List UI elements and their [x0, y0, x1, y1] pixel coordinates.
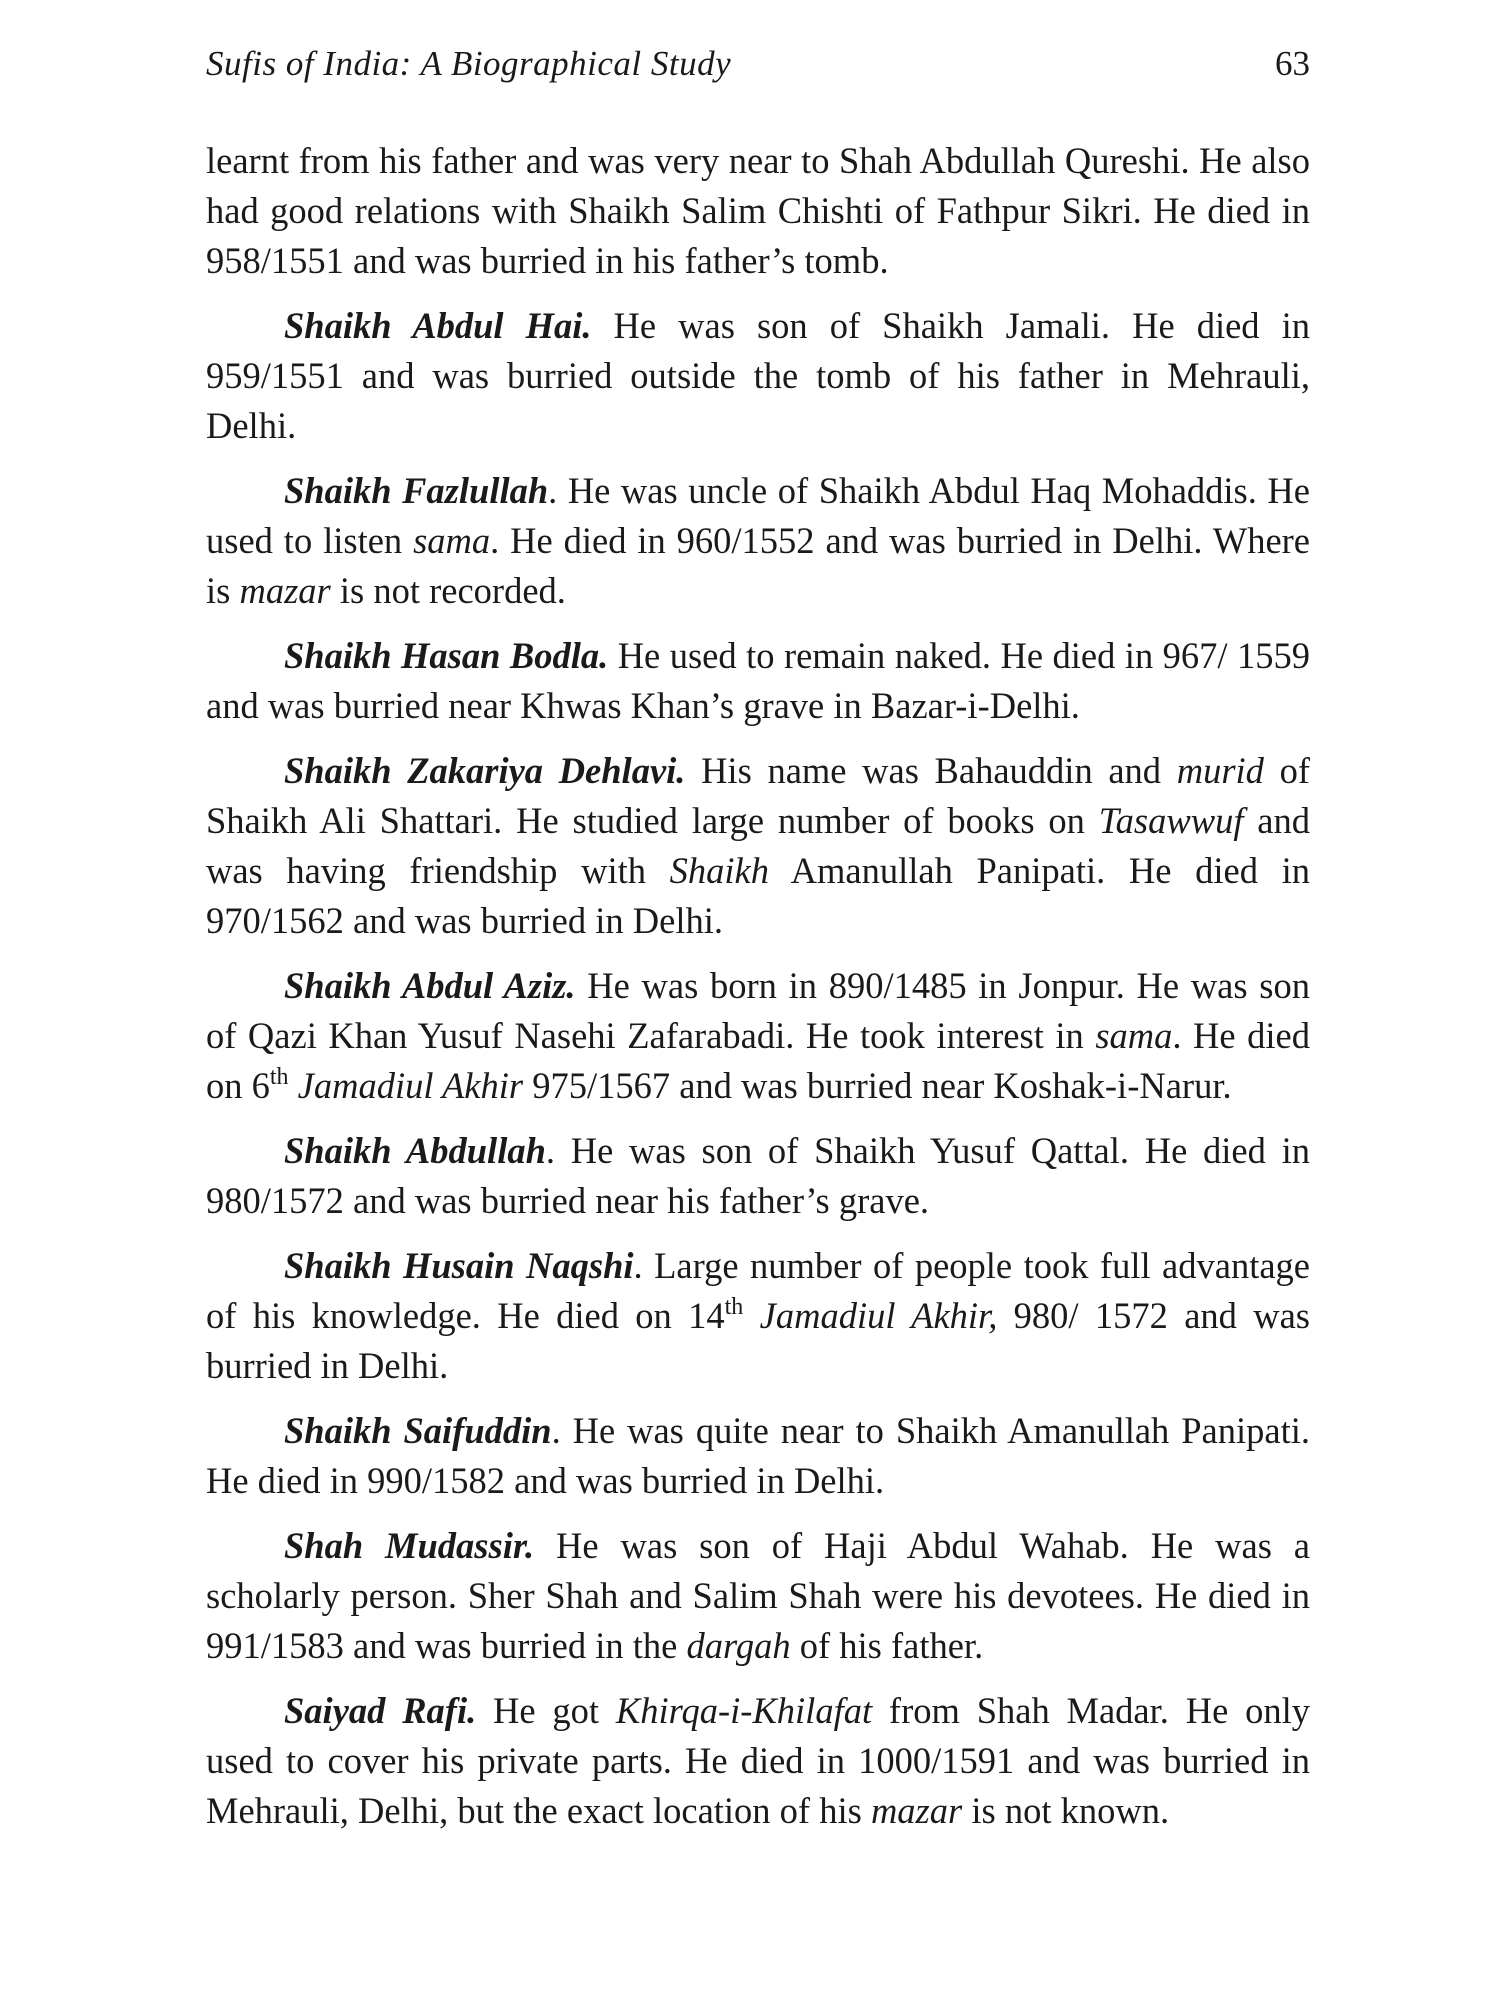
entry-saiyad-rafi: Saiyad Rafi. He got Khirqa-i-Khilafat from Shah Madar. He only used to cover his private parts. He died in 1000/1591 and was burried in Mehrauli, Delhi, but the exact location of his mazar is not known.: [206, 1690, 1310, 1831]
entry-zakariya-dehlavi: Shaikh Zakariya Dehlavi. His name was Bahauddin and murid of Shaikh Ali Shattari. He studied large number of books on Tasawwuf and was having friendship with Shaikh Amanullah Panipati. He died in 970/1562 and was burried in Delhi.: [206, 750, 1311, 941]
entry-abdul-hai: Shaikh Abdul Hai. He was son of Shaikh Jamali. He died in 959/1551 and was burried outside the tomb of his father in Mehrauli, Delhi.: [206, 305, 1310, 446]
entry-name: Saiyad Rafi.: [284, 1690, 477, 1731]
entry-saifuddin: Shaikh Saifuddin. He was quite near to Shaikh Amanullah Panipati. He died in 990/1582 and was burried in Delhi.: [206, 1410, 1310, 1501]
running-header: [206, 36, 1310, 96]
entry-name: Shaikh Hasan Bodla.: [284, 635, 609, 676]
paragraph-continuation: learnt from his father and was very near to Shah Abdullah Qureshi. He also had good relations with Shaikh Salim Chishti of Fathpur Sikri. He died in 958/1551 and was burried in his father’s tomb.: [206, 140, 1310, 281]
entry-name: Shaikh Abdul Hai.: [284, 305, 592, 346]
body-text: [206, 136, 1310, 1851]
entry-name: Shaikh Abdul Aziz.: [284, 965, 576, 1006]
entry-hasan-bodla: Shaikh Hasan Bodla. He used to remain naked. He died in 967/ 1559 and was burried near Khwas Khan’s grave in Bazar-i-Delhi.: [206, 635, 1311, 726]
entry-name: Shaikh Husain Naqshi: [284, 1245, 634, 1286]
entry-name: Shah Mudassir.: [284, 1525, 535, 1566]
entry-name: Shaikh Abdullah: [284, 1130, 546, 1171]
running-title: Sufis of India: A Biographical Study: [206, 44, 732, 83]
entry-shah-mudassir: Shah Mudassir. He was son of Haji Abdul Wahab. He was a scholarly person. Sher Shah and Salim Shah were his devotees. He died in 991/1583 and was burried in the dargah of his father.: [206, 1525, 1310, 1666]
entry-husain-naqshi: Shaikh Husain Naqshi. Large number of people took full advantage of his knowledge. He died on 14th Jamadiul Akhir, 980/ 1572 and was burried in Delhi.: [206, 1245, 1310, 1386]
page-number: 63: [1275, 44, 1310, 83]
entry-abdullah: Shaikh Abdullah. He was son of Shaikh Yusuf Qattal. He died in 980/1572 and was burried near his father’s grave.: [206, 1130, 1310, 1221]
entry-name: Shaikh Fazlullah: [284, 470, 549, 511]
entry-abdul-aziz: Shaikh Abdul Aziz. He was born in 890/1485 in Jonpur. He was son of Qazi Khan Yusuf Nasehi Zafarabadi. He took interest in sama. He died on 6th Jamadiul Akhir 975/1567 and was burried near Koshak-i-Narur.: [206, 965, 1310, 1106]
entry-name: Shaikh Zakariya Dehlavi.: [284, 750, 686, 791]
entry-fazlullah: Shaikh Fazlullah. He was uncle of Shaikh Abdul Haq Mohaddis. He used to listen sama. He died in 960/1552 and was burried in Delhi. Where is mazar is not recorded.: [206, 470, 1310, 611]
entry-name: Shaikh Saifuddin: [284, 1410, 552, 1451]
